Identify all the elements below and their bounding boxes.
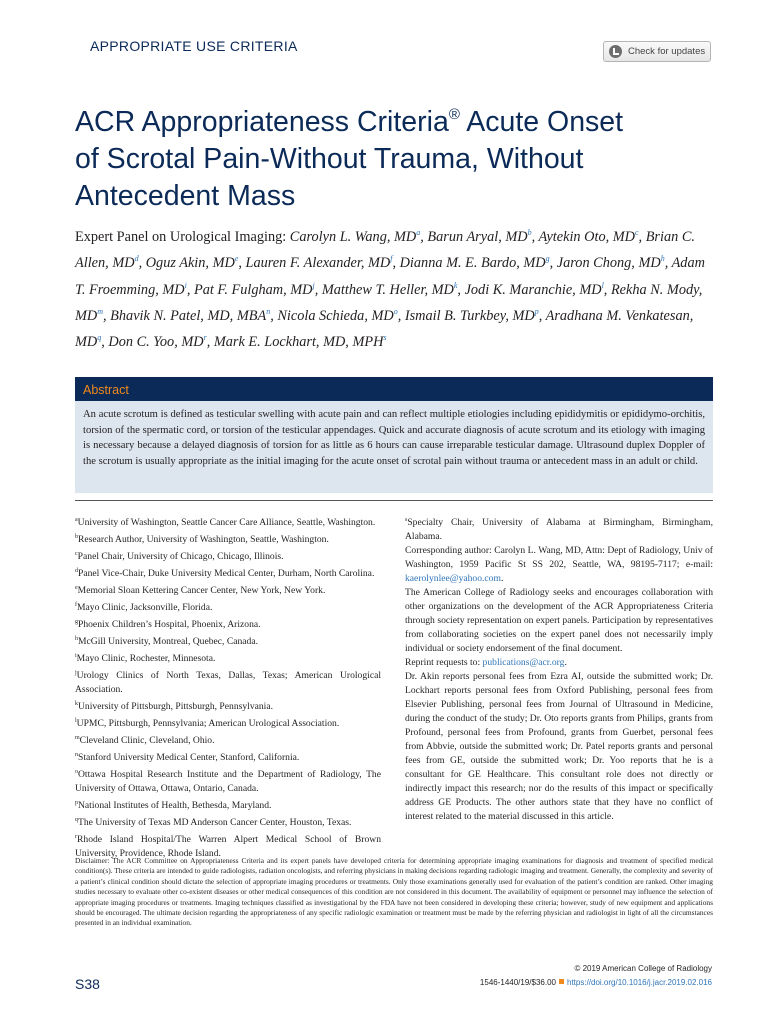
author-name: [405, 308, 539, 324]
affil-text: Stanford University Medical Center, Stanford, California.: [78, 752, 300, 763]
author-name: [322, 282, 458, 298]
author-affiliation-sup[interactable]: p: [534, 306, 539, 316]
author-name: [277, 308, 397, 324]
author-name-text: Barun Aryal, MD: [427, 229, 528, 245]
author-name-text: Aytekin Oto, MD: [538, 229, 635, 245]
affil-sup: r: [75, 834, 77, 840]
affil-sup: h: [75, 636, 78, 642]
author-name: [194, 282, 315, 298]
author-affiliation-sup[interactable]: l: [601, 280, 604, 290]
author-name-text: Jodi K. Maranchie, MD: [464, 281, 602, 298]
check-for-updates-label: Check for updates: [628, 46, 706, 57]
author-name: [108, 334, 206, 350]
email-suffix: .: [500, 573, 504, 584]
affil-text: UPMC, Pittsburgh, Pennsylvania; American Urological Association.: [76, 718, 340, 729]
author-name-text: Matthew T. Heller, MD: [321, 281, 454, 298]
abstract-text: An acute scrotum is defined as testicular swelling with acute pain and can reflect multiple etiologies including epididymitis or epididymo-orchitis, torsion of the spermatic cord, or torsion of the testicular appendages. Quick and accurate diagnosis of acute scrotum and its etiology with imaging is necessary because a delayed diagnosis of torsion for as little as 6 hours can cause irreparable testicular damage. Ultrasound duplex Doppler of the scrotum is usually appropriate as the initial imaging for the acute onset of scrotal pain without trauma or antecedent mass in an adult or child.: [75, 401, 713, 493]
affil-text: University of Washington, Seattle Cancer Care Alliance, Seattle, Washington.: [77, 517, 376, 528]
affil-text: Panel Vice-Chair, Duke University Medical Center, Durham, North Carolina.: [78, 568, 375, 579]
affil-sup: o: [75, 769, 78, 775]
issn-doi-line: [480, 978, 712, 987]
corresponding-author: [405, 544, 713, 586]
affiliation-item: [75, 564, 381, 581]
author-affiliation-sup[interactable]: f: [390, 254, 393, 264]
disclaimer-text: Disclaimer: The ACR Committee on Appropriateness Criteria and its expert panels have developed criteria for determining appropriate imaging examinations for diagnosis and treatment of specified medical condition(s). These criteria are intended to guide radiologists, radiation oncologists, and referring physicians in making decisions regarding radiologic imaging and treatment. Generally, the complexity and severity of a patient’s clinical condition should dictate the selection of appropriate imaging procedures or treatments. Only those examinations generally used for evaluation of the patient’s condition are ranked. Other imaging studies necessary to evaluate other co-existent diseases or other medical consequences of this condition are not considered in this document. The availability of equipment or personnel may influence the selection of appropriate imaging procedures or treatments. Imaging techniques classified as investigational by the FDA have not been considered in developing these criteria; however, study of new equipment and applications should be encouraged. The ultimate decision regarding the appropriateness of any specific radiologic examination or treatment must be made by the referring physician and radiologist in light of all the circumstances presented in an individual examination.: [75, 856, 713, 928]
affil-sup: d: [75, 568, 78, 574]
affil-sup: l: [75, 718, 77, 724]
author-affiliation-sup[interactable]: a: [416, 228, 421, 237]
author-name-text: Lauren F. Alexander, MD: [245, 255, 391, 272]
affiliation-item: [75, 666, 381, 697]
author-name: [400, 255, 550, 271]
affiliation-item: [75, 796, 381, 813]
author-list: [75, 222, 715, 353]
affil-text: Phoenix Children’s Hospital, Phoenix, Arizona.: [78, 619, 261, 630]
affiliation-item: [75, 547, 381, 564]
affil-sup: k: [75, 701, 78, 707]
reprint-email-link[interactable]: publications@acr.org: [482, 657, 565, 668]
affil-text: Mayo Clinic, Jacksonville, Florida.: [77, 602, 213, 613]
author-name-text: Bhavik N. Patel, MD, MBA: [110, 307, 267, 324]
author-name: [246, 255, 393, 271]
author-name: [146, 255, 239, 271]
check-updates-icon: [609, 45, 622, 58]
author-affiliation-sup[interactable]: c: [634, 228, 639, 237]
author-affiliation-sup[interactable]: r: [203, 333, 207, 343]
author-affiliation-sup[interactable]: d: [134, 254, 139, 264]
author-affiliation-sup[interactable]: g: [545, 254, 550, 264]
author-affiliation-sup[interactable]: q: [97, 333, 102, 343]
affiliation-item: [75, 615, 381, 632]
author-affiliation-sup[interactable]: n: [266, 306, 271, 316]
author-name: [539, 229, 639, 245]
conflict-disclosures: Dr. Akin reports personal fees from Ezra AI, outside the submitted work; Dr. Lockhart reports personal fees from Oxford Publishing, personal fees from Elsevier Publishing, personal fees from Journal of Ultrasound in Medicine, during the conduct of the study; Dr. Oto reports grants from Philips, grants from Profound, personal fees from Profound, grants from Guerbet, personal fees from Abbvie, outside the submitted work; Dr. Patel reports grants and personal fees from GE, outside the submitted work; Dr. Yoo reports that he is a consultant for GE Healthcare. This consultant role does not directly or indirectly impact this research; nor do the results of this impact or specifically address GE Products. The other authors state that they have no conflict of interest related to the material discussed in this article.: [405, 671, 713, 822]
affil-sup: j: [75, 670, 77, 676]
affil-text: Memorial Sloan Kettering Cancer Center, New York, New York.: [77, 585, 326, 596]
author-affiliation-sup[interactable]: o: [393, 306, 398, 316]
affil-sup: i: [75, 653, 77, 659]
expert-panel-label: Expert Panel on Urological Imaging:: [75, 229, 290, 245]
author-name-text: Pat F. Fulgham, MD: [194, 281, 313, 298]
affiliation-item: [75, 748, 381, 765]
author-name-text: Rekha N. Mody, MD: [75, 281, 703, 324]
author-name-text: Ismail B. Turkbey, MD: [404, 307, 535, 324]
affil-sup: p: [75, 800, 78, 806]
abstract-heading-bar: [75, 377, 713, 401]
article-title: [75, 96, 695, 215]
affil-text: The University of Texas MD Anderson Cancer Center, Houston, Texas.: [78, 817, 352, 828]
affiliation-item: [75, 765, 381, 796]
author-email-link[interactable]: kaerolynlee@yahoo.com: [405, 573, 501, 584]
affil-sup: f: [75, 602, 77, 608]
affil-text: Urology Clinics of North Texas, Dallas, Texas; American Urological Association.: [75, 670, 381, 695]
author-name-text: Don C. Yoo, MD: [108, 334, 204, 351]
specialty-affiliation: [405, 513, 713, 544]
check-for-updates-button[interactable]: [603, 41, 711, 62]
author-name-text: Jaron Chong, MD: [556, 255, 661, 272]
affil-sup: q: [75, 817, 78, 823]
affil-text: Ottawa Hospital Research Institute and the Department of Radiology, The University of Ottawa, Ottawa, Ontario, Canada.: [75, 769, 381, 794]
author-affiliation-sup[interactable]: s: [383, 333, 387, 343]
affil-text: McGill University, Montreal, Quebec, Canada.: [78, 636, 259, 647]
affiliation-item: [75, 530, 381, 547]
affiliation-item: [75, 513, 381, 530]
affiliation-item: [75, 649, 381, 666]
affiliation-item: [75, 598, 381, 615]
issn-price: 1546-1440/19/$36.00: [479, 978, 556, 987]
author-name: [465, 282, 604, 298]
affil-sup: e: [75, 585, 78, 591]
author-affiliation-sup[interactable]: e: [234, 254, 239, 264]
registered-mark: ®: [448, 106, 460, 123]
affil-text: Specialty Chair, University of Alabama at Birmingham, Birmingham, Alabama.: [405, 517, 713, 542]
page-number: S38: [75, 976, 100, 992]
title-line-3: Antecedent Mass: [75, 180, 296, 212]
affil-sup: a: [75, 517, 78, 523]
affil-sup: n: [75, 752, 78, 758]
affil-sup: b: [75, 534, 78, 540]
notes-column: [405, 513, 713, 824]
author-name-text: Carolyn L. Wang, MD: [289, 229, 417, 245]
author-name: [214, 334, 387, 350]
section-label: APPROPRIATE USE CRITERIA: [90, 38, 298, 54]
author-name-text: Dianna M. E. Bardo, MD: [399, 255, 546, 272]
affiliations-column: [75, 513, 381, 861]
author-affiliation-sup[interactable]: j: [312, 280, 315, 290]
author-affiliation-sup[interactable]: h: [660, 254, 665, 264]
affiliation-item: [75, 731, 381, 748]
affiliation-item: [75, 813, 381, 830]
reprint-requests: [405, 656, 713, 670]
affiliation-item: [75, 581, 381, 598]
author-name: [110, 308, 270, 324]
copyright-notice: © 2019 American College of Radiology: [574, 964, 712, 973]
affiliation-item: [75, 697, 381, 714]
affil-text: University of Pittsburgh, Pittsburgh, Pennsylvania.: [78, 701, 273, 712]
abstract-divider: [75, 500, 713, 501]
affil-text: Rhode Island Hospital/The Warren Alpert Medical School of Brown University, Providence, Rhode Island.: [75, 834, 381, 859]
affil-text: Research Author, University of Washington, Seattle, Washington.: [78, 534, 329, 545]
author-affiliation-sup[interactable]: m: [97, 306, 104, 316]
title-line-2: of Scrotal Pain-Without Trauma, Without: [75, 143, 584, 175]
author-name-text: Oguz Akin, MD: [145, 255, 235, 272]
abstract-heading: Abstract: [83, 383, 129, 397]
author-affiliation-sup[interactable]: k: [453, 280, 458, 290]
affil-text: Cleveland Clinic, Cleveland, Ohio.: [79, 735, 215, 746]
affil-text: Mayo Clinic, Rochester, Minnesota.: [76, 653, 216, 664]
reprint-suffix: .: [564, 657, 567, 668]
separator-square-icon: [559, 979, 564, 984]
author-name-text: Nicola Schieda, MD: [277, 307, 394, 324]
author-name-text: Brian C. Allen, MD: [75, 229, 695, 272]
author-name-text: Aradhana M. Venkatesan, MD: [75, 307, 694, 351]
affiliation-item: [75, 714, 381, 731]
title-line-1: ACR Appropriateness Criteria: [75, 106, 449, 138]
affil-sup: s: [405, 517, 408, 523]
author-names: Carolyn L. Wang, $MD^a$, Barun Aryal, $MD^b$, Aytekin Oto, $MD^c$, Brian C. Allen, $MD^d$, Oguz Akin, MDe, Lauren F. Alexander, $MD^f$, Dianna M. E. Bardo, $MD^g$, Jaron Chong, $MD^h$, Adam T. Froemming, $MD^i$, Pat F. Fulgham, $MD^j$, Matthew T. Heller, $MD^k$, Jodi K. Maranchie, $MD^l$, Rekha N. Mody, $MD^m$, Bhavik N. Patel, MD, MBA$^n$, Nicola Schieda, $MD^o$, Ismail B. Turkbey, $MD^p$, Aradhana M. Venkatesan, $MD^q$, Don C. Yoo, $MD^r$, Mark E. Lockhart, MD, MPH$^s$: [75, 228, 705, 351]
author-name: [290, 229, 420, 245]
doi-link[interactable]: https://doi.org/10.1016/j.jacr.2019.02.016: [567, 978, 712, 987]
author-name: [427, 229, 531, 245]
author-name-text: Adam T. Froemming, MD: [75, 255, 705, 298]
corresponding-text: Corresponding author: Carolyn L. Wang, MD, Attn: Dept of Radiology, Univ of Washington, 1959 Pacific St SS 202, Seattle, WA, 98195-7117; e-mail:: [405, 545, 713, 570]
author-affiliation-sup[interactable]: b: [527, 228, 532, 237]
reprint-label: Reprint requests to:: [405, 657, 483, 668]
author-affiliation-sup[interactable]: i: [184, 280, 187, 290]
title-line-1b: Acute Onset: [459, 106, 624, 138]
acr-collaboration-note: The American College of Radiology seeks and encourages collaboration with other organizations on the development of the ACR Appropriateness Criteria through society representation on expert panels. Participation by representatives from collaborating societies on the expert panel does not necessarily imply individual or society endorsement of the final document.: [405, 587, 713, 654]
affil-sup: c: [75, 551, 78, 557]
affil-sup: g: [75, 619, 78, 625]
author-name: [557, 255, 665, 271]
affil-sup: m: [75, 735, 80, 741]
affil-text: National Institutes of Health, Bethesda, Maryland.: [78, 800, 272, 811]
affil-text: Panel Chair, University of Chicago, Chicago, Illinois.: [77, 551, 284, 562]
author-name-text: Mark E. Lockhart, MD, MPH: [213, 334, 384, 351]
affiliation-item: [75, 632, 381, 649]
